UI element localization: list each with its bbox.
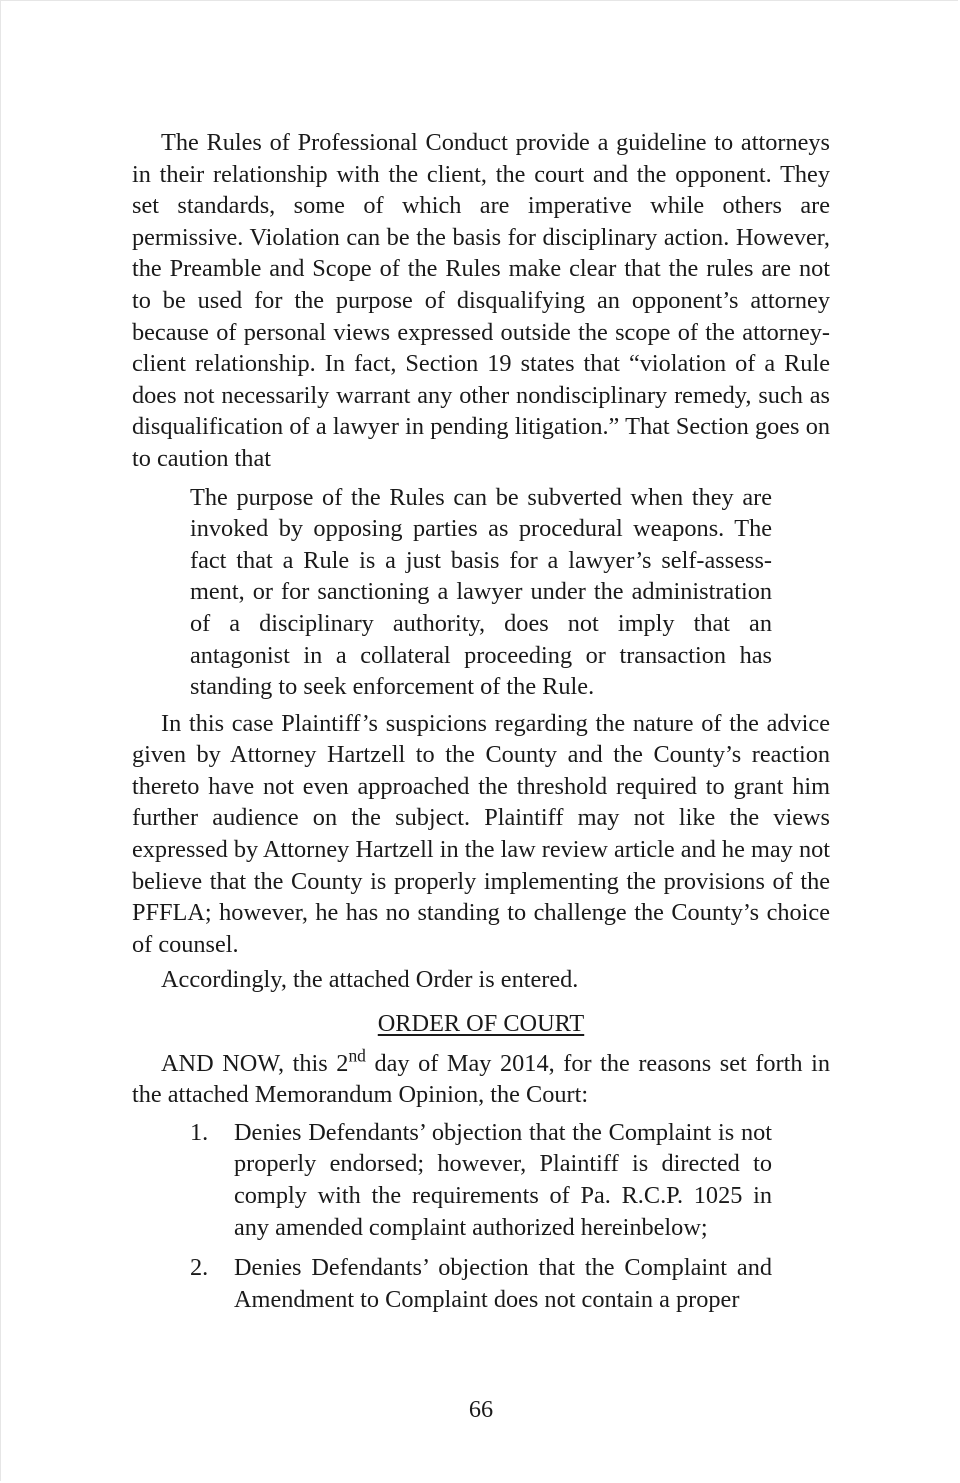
page-number: 66 [468, 1396, 494, 1423]
order-item-text: Denies Defendants’ objection that the Complaint and Amendment to Complaint does not contain a proper [234, 1254, 772, 1313]
order-list [190, 1117, 772, 1316]
body-paragraph-1: The Rules of Professional Conduct provide a guideline to attorneys in their relationship with the client, the court and the opponent. They set standards, some of which are imperative while others are permissive. Violation can be the basis for disciplinary action. However, the Preamble and Scope of the Rules make clear that the rules are not to be used for the purpose of disqualifying an opponent’s attorney because of personal views expressed outside the scope of the attorney-client relationship. In fact, Section 19 states that “violation of a Rule does not necessarily warrant any other nondisciplinary remedy, such as disqualification of a lawyer in pending litigation.” That Section goes on to caution that [132, 129, 830, 472]
order-intro-superscript: nd [348, 1045, 366, 1066]
order-heading: ORDER OF COURT [377, 1010, 585, 1038]
body-paragraph-3: Accordingly, the attached Order is entered. [161, 966, 579, 994]
order-item-number: 1. [190, 1118, 209, 1146]
body-paragraph-2: In this case Plaintiff’s suspicions regarding the nature of the advice given by Attorney Hartzell to the County and the County’s reaction thereto have not even approached the threshold required to grant him further audience on the subject. Plaintiff may not like the views expressed by Attorney Hartzell in the law review article and he may not believe that the County is properly implementing the provisions of the PFFLA; however, he has no standing to challenge the County’s choice of counsel. [132, 709, 830, 958]
block-quote: The purpose of the Rules can be subverted when they are invoked by opposing parties as procedural weapons. The fact that a Rule is a just basis for a lawyer’s self-assessment, or for sanctioning a lawyer under the administration of a disciplinary authority, does not imply that an antagonist in a collateral proceeding or transaction has standing to seek enforcement of the Rule. [190, 483, 772, 701]
page-content [132, 127, 830, 1324]
order-intro-prefix: AND NOW, this 2 [161, 1049, 349, 1077]
order-item-text: Denies Defendants’ objection that the Complaint is not properly endorsed; however, Plaintiff is directed to comply with the requirements of Pa. R.C.P. 1025 in any amended complaint authorized hereinbelow; [234, 1118, 772, 1241]
order-item-1 [190, 1117, 772, 1243]
order-item-number: 2. [190, 1254, 209, 1282]
order-intro [132, 1045, 830, 1111]
order-intro-suffix: day of May 2014, for the reasons set forth in the attached Memorandum Opinion, the Court: [132, 1049, 830, 1109]
order-item-2 [190, 1252, 772, 1315]
